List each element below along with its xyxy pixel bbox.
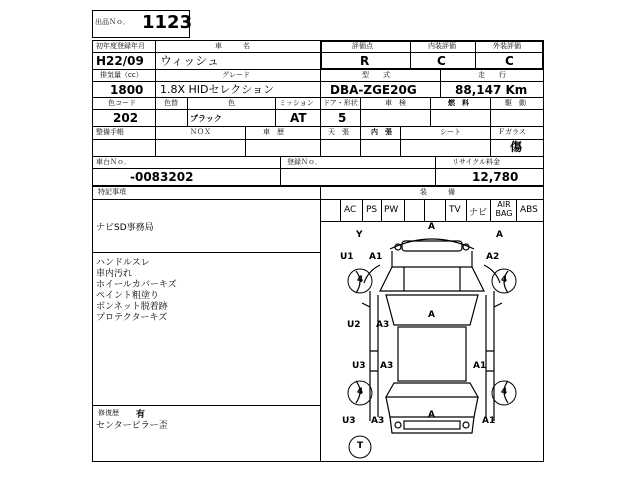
name-value: ウィッシュ bbox=[160, 54, 220, 68]
score-value: R bbox=[360, 54, 370, 68]
rule bbox=[440, 69, 441, 97]
lot-number: 1123 bbox=[142, 12, 193, 33]
interior-label: 内装評価 bbox=[428, 42, 456, 50]
rule bbox=[92, 109, 544, 110]
exterior-value: C bbox=[505, 54, 514, 68]
nox-label: ＮＯＸ bbox=[190, 128, 211, 136]
rule bbox=[155, 40, 156, 69]
equip-ps: PS bbox=[366, 205, 378, 215]
notes-item: ペイント粗塗り bbox=[96, 291, 160, 301]
mileage-label: 走 行 bbox=[478, 71, 506, 79]
repair-value: 有 bbox=[136, 410, 146, 420]
color-code-value: 202 bbox=[113, 111, 139, 125]
grade-value: 1.8X HIDセレクション bbox=[160, 83, 275, 96]
mark-y: Y bbox=[356, 230, 363, 240]
rule bbox=[445, 199, 446, 221]
rule bbox=[410, 40, 411, 69]
rule bbox=[92, 81, 544, 82]
year-label: 初年度登録年月 bbox=[96, 42, 145, 50]
rule bbox=[320, 69, 321, 97]
exterior-label: 外装評価 bbox=[493, 42, 521, 50]
roof-label: 天 張 bbox=[328, 128, 349, 136]
notes-item: プロテクターキズ bbox=[96, 313, 168, 323]
seat-label: シート bbox=[440, 128, 461, 136]
rule bbox=[92, 199, 544, 200]
rule bbox=[92, 139, 544, 140]
color-code-label: 色コード bbox=[108, 99, 136, 107]
rule bbox=[490, 97, 491, 126]
equip-pw: PW bbox=[384, 205, 399, 215]
color-rank-label: 色替 bbox=[164, 99, 178, 107]
mark-u3-bottom: U3 bbox=[342, 416, 356, 426]
rule bbox=[400, 126, 401, 156]
mark-a-bottom: A bbox=[428, 410, 435, 420]
mark-a3-bottom: A3 bbox=[371, 416, 385, 426]
notes-item: ボンネット脱着跡 bbox=[96, 302, 168, 312]
rule bbox=[430, 97, 431, 126]
rule bbox=[320, 97, 321, 126]
notes-item: 車内汚れ bbox=[96, 269, 133, 279]
rule bbox=[92, 185, 544, 187]
rule bbox=[155, 126, 156, 156]
tire-rl: 4 bbox=[357, 387, 364, 397]
lot-label: 出品Ｎｏ． bbox=[95, 18, 130, 26]
equip-airbag: AIR BAG bbox=[495, 200, 513, 218]
interior-trim-label: 内 張 bbox=[371, 128, 392, 136]
color-value: ブラック bbox=[190, 114, 222, 123]
glass-label: Ｆガラス bbox=[498, 128, 526, 136]
rule bbox=[155, 69, 156, 97]
mark-a-mid: A bbox=[428, 310, 435, 320]
grade-label: グレード bbox=[222, 71, 250, 79]
name-label: 車 名 bbox=[215, 42, 250, 50]
tire-fr: 4 bbox=[501, 275, 508, 285]
rule bbox=[475, 40, 476, 69]
recycle-value: 12,780 bbox=[472, 170, 519, 184]
rule bbox=[92, 156, 544, 157]
notes-label: 特記事項 bbox=[98, 188, 126, 196]
mark-u1: U1 bbox=[340, 252, 354, 262]
rule bbox=[360, 126, 361, 156]
rule bbox=[92, 405, 320, 406]
equipment-label: 装 備 bbox=[420, 188, 455, 196]
notes-item: ハンドルスレ bbox=[96, 258, 150, 268]
tire-spare: T bbox=[357, 441, 364, 451]
mark-a1-right: A1 bbox=[473, 361, 487, 371]
rule bbox=[381, 199, 382, 221]
score-label: 評価点 bbox=[352, 42, 373, 50]
chassis-label: 車台Ｎｏ． bbox=[96, 158, 131, 166]
mark-u2: U2 bbox=[347, 320, 361, 330]
rule bbox=[490, 126, 491, 156]
rule bbox=[92, 126, 544, 127]
equip-abs: ABS bbox=[520, 205, 538, 215]
mark-a-topright: A bbox=[496, 230, 503, 240]
mark-a1-left: A1 bbox=[369, 252, 383, 262]
mark-a3-lower: A3 bbox=[380, 361, 394, 371]
cc-label: 排気量（cc） bbox=[100, 71, 143, 79]
model-label: 型 式 bbox=[362, 71, 390, 79]
rule bbox=[92, 252, 320, 253]
interior-value: C bbox=[437, 54, 446, 68]
rule bbox=[424, 199, 425, 221]
rule bbox=[404, 199, 405, 221]
rule bbox=[92, 97, 544, 98]
doors-value: 5 bbox=[338, 111, 347, 125]
glass-value: 傷 bbox=[510, 140, 523, 154]
color-label: 色 bbox=[228, 99, 235, 107]
rule bbox=[320, 126, 321, 156]
tire-fl: 4 bbox=[357, 275, 364, 285]
history-label: 車 歴 bbox=[263, 128, 284, 136]
rule bbox=[360, 97, 361, 126]
repair-note: センターピラー歪 bbox=[96, 421, 168, 431]
rule bbox=[92, 168, 544, 169]
rule bbox=[362, 199, 363, 221]
manual-label: 整備手帳 bbox=[96, 128, 124, 136]
mission-value: AT bbox=[290, 111, 307, 125]
notes-item: ホイールカバーキズ bbox=[96, 280, 177, 290]
rule bbox=[280, 156, 281, 185]
mark-a1-bottom: A1 bbox=[482, 416, 496, 426]
rule bbox=[340, 199, 341, 221]
chassis-value: -0083202 bbox=[130, 170, 194, 184]
rule bbox=[187, 97, 188, 126]
equip-ac: AC bbox=[344, 205, 357, 215]
notes-line1: ナビSD事務局 bbox=[96, 223, 154, 233]
rule bbox=[155, 97, 156, 126]
mark-u3-left: U3 bbox=[352, 361, 366, 371]
rule bbox=[466, 199, 467, 221]
reg-label: 登録Ｎｏ． bbox=[287, 158, 322, 166]
recycle-label: リサイクル料金 bbox=[452, 158, 501, 166]
mark-a3-left: A3 bbox=[376, 320, 390, 330]
mission-label: ミッション bbox=[279, 99, 314, 107]
drive-label: 駆 動 bbox=[505, 99, 526, 107]
rule bbox=[245, 126, 246, 156]
repair-label: 修復歴 bbox=[98, 409, 119, 417]
rule bbox=[435, 156, 436, 185]
equip-navi: ナビ bbox=[469, 208, 488, 218]
mark-a-top: A bbox=[428, 222, 435, 232]
fuel-label: 燃 料 bbox=[448, 99, 469, 107]
equip-tv: TV bbox=[449, 205, 461, 215]
tire-rr: 4 bbox=[501, 387, 508, 397]
inspection-label: 車 検 bbox=[385, 99, 406, 107]
doors-label: ドア・形状 bbox=[323, 99, 358, 107]
model-value: DBA-ZGE20G bbox=[330, 83, 417, 97]
mark-a2: A2 bbox=[486, 252, 500, 262]
mileage-value: 88,147 Km bbox=[455, 83, 528, 97]
cc-value: 1800 bbox=[110, 83, 144, 97]
year-value: H22/09 bbox=[96, 54, 144, 68]
rule bbox=[275, 97, 276, 126]
